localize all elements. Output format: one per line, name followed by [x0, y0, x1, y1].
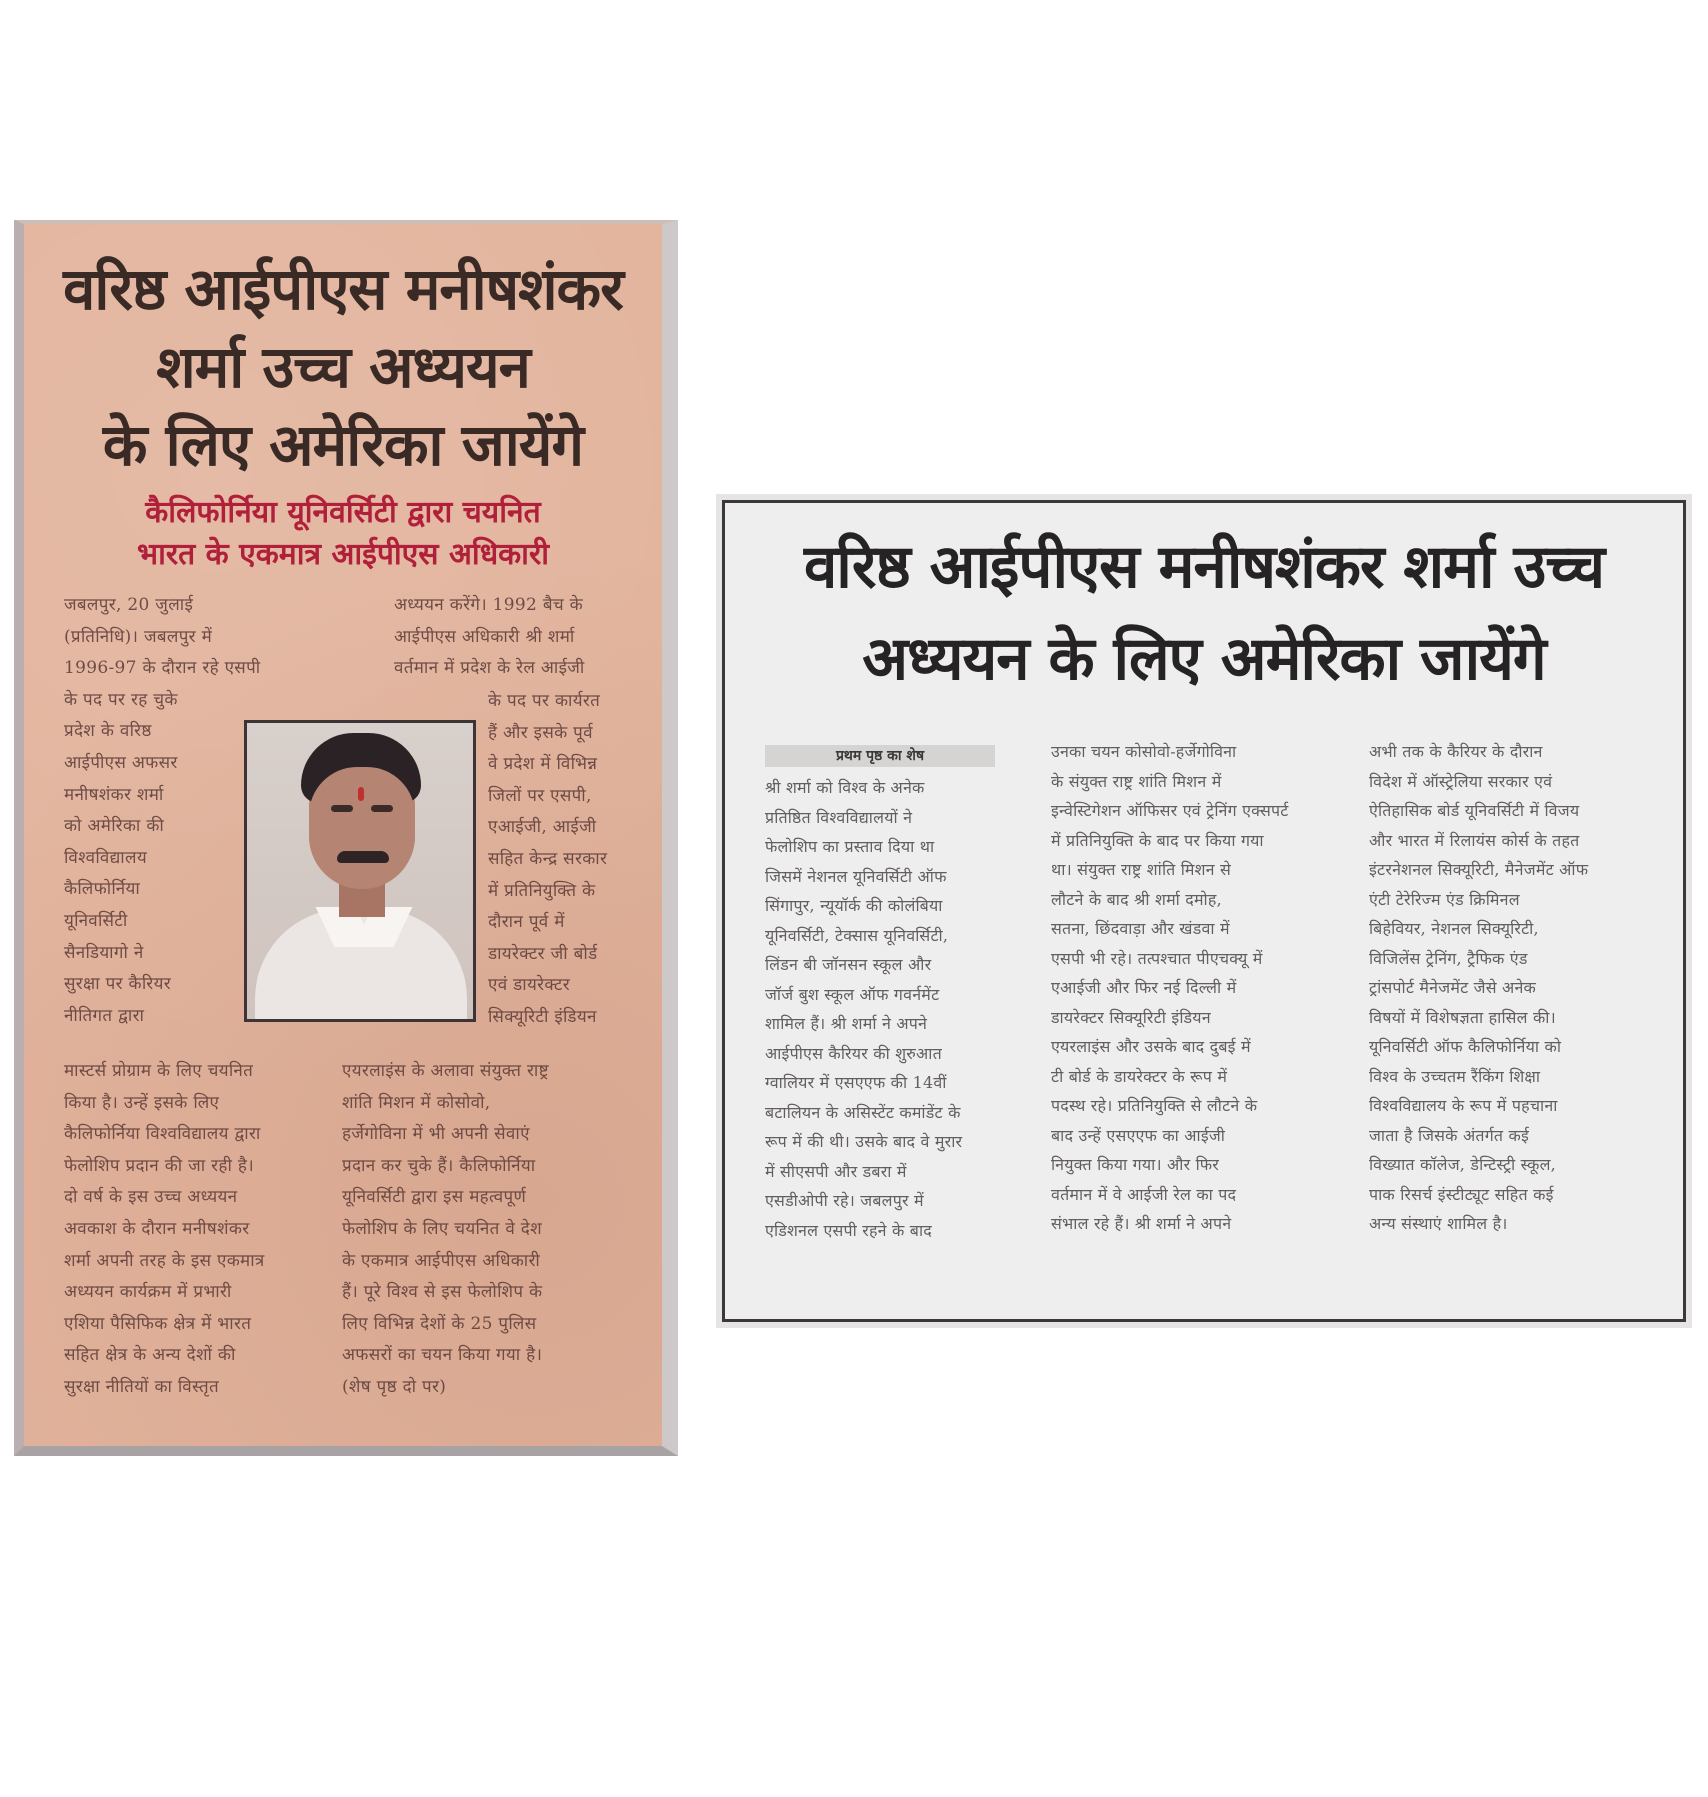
article-text-line: दौरान पूर्व में: [488, 912, 565, 933]
article-text-line: एआईजी, आईजी: [488, 817, 597, 838]
article-text-line: जॉर्ज बुश स्कूल ऑफ गवर्नमेंट: [765, 984, 940, 1004]
right-headline: [725, 521, 1683, 705]
article-text-line: के एकमात्र आईपीएस अधिकारी: [342, 1250, 541, 1271]
article-text-line: यूनिवर्सिटी, टेक्सास यूनिवर्सिटी,: [765, 925, 949, 945]
article-text-line: कैलिफोर्निया: [64, 879, 141, 900]
article-text-line: बिहेवियर, नेशनल सिक्यूरिटी,: [1369, 919, 1539, 938]
article-text-line: के पद पर कार्यरत: [488, 691, 601, 711]
article-text-line: अध्ययन करेंगे। 1992 बैच के: [394, 595, 583, 615]
article-text-line: सिंगापुर, न्यूयॉर्क की कोलंबिया: [765, 896, 943, 915]
article-text-line: श्री शर्मा को विश्व के अनेक: [765, 778, 925, 797]
article-text-line: विदेश में ऑस्ट्रेलिया सरकार एवं: [1369, 771, 1553, 791]
article-text-line: उनका चयन कोसोवो-हर्जेगोविना: [1051, 742, 1237, 761]
article-text-line: विषयों में विशेषज्ञता हासिल की।: [1369, 1007, 1556, 1027]
article-text-line: सुरक्षा नीतियों का विस्तृत: [64, 1376, 219, 1397]
article-text-line: (प्रतिनिधि)। जबलपुर में: [64, 626, 213, 647]
article-text-line: विश्व के उच्चतम रैंकिंग शिक्षा: [1369, 1066, 1541, 1086]
article-text-line: एसपी भी रहे। तत्पश्चात पीएचक्यू में: [1051, 948, 1263, 968]
article-text-line: प्रदान कर चुके हैं। कैलिफोर्निया: [342, 1155, 536, 1176]
article-text-line: अध्ययन कार्यक्रम में प्रभारी: [64, 1282, 232, 1303]
article-text-line: नीतिगत द्वारा: [64, 1005, 145, 1026]
left-subheadline: [24, 492, 662, 576]
article-text-line: विश्वविद्यालय: [64, 847, 147, 868]
portrait-image: [247, 723, 473, 1019]
left-column-2-bottom: [342, 1056, 660, 1404]
article-text-line: एआईजी और फिर नई दिल्ली में: [1051, 978, 1237, 997]
article-text-line: हैं। पूरे विश्व से इस फेलोशिप के: [342, 1282, 543, 1303]
article-text-line: एयरलाइंस के अलावा संयुक्त राष्ट्र: [342, 1061, 549, 1081]
article-text-line: वर्तमान में प्रदेश के रेल आईजी: [394, 658, 585, 679]
article-text-line: डायरेक्टर सिक्यूरिटी इंडियन: [1051, 1007, 1211, 1027]
article-text-line: फेलोशिप का प्रस्ताव दिया था: [765, 837, 935, 856]
article-text-line: जाता है जिसके अंतर्गत कई: [1369, 1125, 1530, 1145]
left-newspaper-clipping: [14, 220, 678, 1456]
article-text-line: के संयुक्त राष्ट्र शांति मिशन में: [1051, 771, 1222, 791]
article-text-line: शांति मिशन में कोसोवो,: [342, 1092, 491, 1113]
article-text-line: इंटरनेशनल सिक्यूरिटी, मैनेजमेंट ऑफ: [1369, 860, 1589, 879]
article-text-line: सहित केन्द्र सरकार: [488, 848, 608, 869]
article-text-line: टी बोर्ड के डायरेक्टर के रूप में: [1051, 1066, 1228, 1086]
article-text-line: विख्यात कॉलेज, डेन्टिस्ट्री स्कूल,: [1369, 1155, 1556, 1174]
right-column-1: [765, 773, 1021, 1245]
article-text-line: 1996-97 के दौरान रहे एसपी: [64, 658, 261, 679]
article-text-line: सुरक्षा पर कैरियर: [64, 974, 171, 995]
continued-from-front-page-label: प्रथम पृष्ठ का शेष: [765, 745, 995, 767]
article-text-line: डायरेक्टर जी बोर्ड: [488, 943, 598, 964]
article-text-line: पाक रिसर्च इंस्टीट्यूट सहित कई: [1369, 1184, 1554, 1204]
article-text-line: अभी तक के कैरियर के दौरान: [1369, 742, 1543, 761]
right-column-3: [1369, 737, 1659, 1239]
article-text-line: लौटने के बाद श्री शर्मा दमोह,: [1051, 889, 1222, 909]
article-text-line: विश्वविद्यालय के रूप में पहचाना: [1369, 1096, 1558, 1115]
left-subheadline-line: कैलिफोर्निया यूनिवर्सिटी द्वारा चयनित: [145, 495, 541, 530]
article-text-line: प्रतिष्ठित विश्वविद्यालयों ने: [765, 807, 913, 827]
article-text-line: जिलों पर एसपी,: [488, 785, 592, 806]
article-text-line: सतना, छिंदवाड़ा और खंडवा में: [1051, 919, 1230, 938]
left-headline-line: शर्मा उच्च अध्ययन: [156, 333, 530, 401]
article-text-line: के पद पर रह चुके: [64, 689, 178, 710]
right-column-2: [1051, 737, 1341, 1239]
article-text-line: एयरलाइंस और उसके बाद दुबई में: [1051, 1037, 1251, 1056]
article-text-line: हर्जेगोविना में भी अपनी सेवाएं: [342, 1124, 530, 1145]
article-text-line: अफसरों का चयन किया गया है।: [342, 1345, 543, 1366]
article-text-line: ऐतिहासिक बोर्ड यूनिवर्सिटी में विजय: [1369, 801, 1580, 820]
article-text-line: (शेष पृष्ठ दो पर): [342, 1376, 447, 1397]
article-text-line: एंटी टेरेरिज्म एंड क्रिमिनल: [1369, 889, 1520, 909]
article-text-line: शामिल हैं। श्री शर्मा ने अपने: [765, 1014, 928, 1033]
left-column-2-top: [394, 590, 660, 685]
article-text-line: सैनडियागो ने: [64, 942, 144, 963]
left-headline: [24, 250, 662, 484]
article-text-line: जबलपुर, 20 जुलाई: [64, 595, 194, 615]
article-text-line: में प्रतिनियुक्ति के: [488, 880, 596, 901]
officer-portrait-photo: [244, 720, 476, 1022]
article-text-line: आईपीएस अधिकारी श्री शर्मा: [394, 626, 575, 647]
article-text-line: जिसमें नेशनल यूनिवर्सिटी ऑफ: [765, 866, 947, 886]
article-text-line: पदस्थ रहे। प्रतिनियुक्ति से लौटने के: [1051, 1096, 1258, 1115]
left-headline-line: के लिए अमेरिका जायेंगे: [102, 411, 584, 479]
article-text-line: ग्वालियर में एसएएफ की 14वीं: [765, 1073, 947, 1092]
article-text-line: मनीषशंकर शर्मा: [64, 784, 164, 805]
article-text-line: लिंडन बी जॉनसन स्कूल और: [765, 955, 932, 974]
article-text-line: एशिया पैसिफिक क्षेत्र में भारत: [64, 1313, 252, 1334]
article-text-line: नियुक्त किया गया। और फिर: [1051, 1155, 1220, 1174]
article-text-line: में प्रतिनियुक्ति के बाद पर किया गया: [1051, 830, 1264, 850]
article-text-line: संभाल रहे हैं। श्री शर्मा ने अपने: [1051, 1214, 1232, 1233]
article-text-line: बाद उन्हें एसएएफ का आईजी: [1051, 1125, 1226, 1145]
left-headline-line: वरिष्ठ आईपीएस मनीषशंकर: [63, 255, 623, 323]
article-text-line: मास्टर्स प्रोग्राम के लिए चयनित: [64, 1061, 254, 1081]
article-text-line: सहित क्षेत्र के अन्य देशों की: [64, 1345, 236, 1366]
article-text-line: शर्मा अपनी तरह के इस एकमात्र: [64, 1250, 265, 1271]
article-text-line: को अमेरिका की: [64, 816, 165, 837]
article-text-line: हैं और इसके पूर्व: [488, 722, 593, 743]
right-headline-line: वरिष्ठ आईपीएस मनीषशंकर शर्मा उच्च: [803, 532, 1605, 602]
article-text-line: यूनिवर्सिटी द्वारा इस महत्वपूर्ण: [342, 1187, 527, 1208]
article-text-line: एसडीओपी रहे। जबलपुर में: [765, 1191, 924, 1210]
article-text-line: आईपीएस कैरियर की शुरुआत: [765, 1043, 942, 1063]
article-text-line: प्रदेश के वरिष्ठ: [64, 721, 152, 742]
article-text-line: और भारत में रिलायंस कोर्स के तहत: [1369, 830, 1580, 850]
article-text-line: आईपीएस अफसर: [64, 752, 178, 773]
left-subheadline-line: भारत के एकमात्र आईपीएस अधिकारी: [136, 537, 549, 572]
article-text-line: वर्तमान में वे आईजी रेल का पद: [1051, 1184, 1237, 1204]
article-text-line: दो वर्ष के इस उच्च अध्ययन: [64, 1187, 238, 1208]
article-text-line: सिक्यूरिटी इंडियन: [488, 1006, 597, 1027]
article-text-line: एडिशनल एसपी रहने के बाद: [765, 1220, 932, 1240]
article-text-line: किया है। उन्हें इसके लिए: [64, 1092, 220, 1113]
article-text-line: वे प्रदेश में विभिन्न: [488, 754, 598, 775]
article-text-line: इन्वेस्टिगेशन ऑफिसर एवं ट्रेनिंग एक्सपर्ट: [1051, 801, 1289, 820]
article-text-line: एवं डायरेक्टर: [488, 975, 571, 996]
left-column-1-bottom: [64, 1056, 314, 1404]
article-text-line: फेलोशिप प्रदान की जा रही है।: [64, 1155, 254, 1176]
article-text-line: बटालियन के असिस्टेंट कमांडेंट के: [765, 1102, 961, 1122]
right-headline-line: अध्ययन के लिए अमेरिका जायेंगे: [862, 624, 1546, 694]
left-column-2-middle: [488, 686, 660, 1034]
article-text-line: अवकाश के दौरान मनीषशंकर: [64, 1218, 250, 1239]
right-newspaper-clipping: [722, 500, 1686, 1322]
article-text-line: था। संयुक्त राष्ट्र शांति मिशन से: [1051, 860, 1232, 879]
article-text-line: अन्य संस्थाएं शामिल है।: [1369, 1214, 1508, 1233]
article-text-line: रूप में की थी। उसके बाद वे मुरार: [765, 1132, 963, 1151]
article-text-line: कैलिफोर्निया विश्वविद्यालय द्वारा: [64, 1124, 261, 1145]
article-text-line: में सीएसपी और डबरा में: [765, 1161, 907, 1181]
article-text-line: फेलोशिप के लिए चयनित वे देश: [342, 1218, 542, 1239]
article-text-line: यूनिवर्सिटी ऑफ कैलिफोर्निया को: [1369, 1037, 1562, 1056]
article-text-line: ट्रांसपोर्ट मैनेजमेंट जैसे अनेक: [1369, 978, 1537, 997]
article-text-line: लिए विभिन्न देशों के 25 पुलिस: [342, 1313, 537, 1334]
article-text-line: यूनिवर्सिटी: [64, 910, 128, 931]
article-text-line: विजिलेंस ट्रेनिंग, ट्रैफिक एंड: [1369, 948, 1528, 968]
